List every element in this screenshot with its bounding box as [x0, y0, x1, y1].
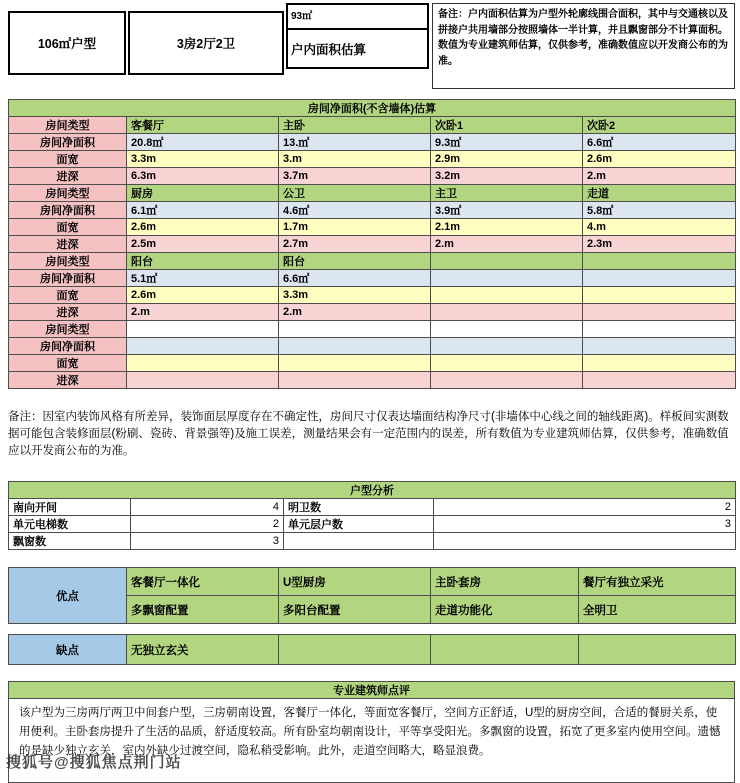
pro-cell: 餐厅有独立采光 [579, 568, 736, 596]
room-type-row [9, 253, 736, 270]
row-label: 面宽 [9, 219, 127, 236]
room-depth-row [9, 236, 736, 253]
depth-cell [431, 304, 583, 321]
table-title-row [9, 682, 735, 699]
room-cell [279, 321, 431, 338]
area-cell: 20.8㎡ [127, 134, 279, 151]
analysis-value: 3 [434, 516, 736, 533]
area-cell: 5.8㎡ [583, 202, 736, 219]
width-cell [431, 355, 583, 372]
room-width-row [9, 355, 736, 372]
width-cell: 2.9m [431, 151, 583, 168]
width-cell: 4.m [583, 219, 736, 236]
pro-cell: 全明卫 [579, 596, 736, 624]
area-cell [583, 338, 736, 355]
unit-type-box [8, 11, 126, 75]
width-cell: 2.6m [127, 219, 279, 236]
room-area-row [9, 202, 736, 219]
depth-cell: 3.2m [431, 168, 583, 185]
analysis-row [9, 533, 736, 550]
depth-cell [279, 372, 431, 389]
width-cell: 3.3m [127, 151, 279, 168]
room-type-row [9, 321, 736, 338]
width-cell: 2.6m [127, 287, 279, 304]
analysis-value: 4 [131, 499, 284, 516]
area-cell [431, 270, 583, 287]
room-cell [431, 253, 583, 270]
analysis-label: 南向开间 [9, 499, 131, 516]
area-cell [431, 338, 583, 355]
row-label: 房间净面积 [9, 338, 127, 355]
room-cell: 次卧2 [583, 117, 736, 134]
area-box [286, 3, 429, 69]
pro-cell: 多飘窗配置 [127, 596, 279, 624]
depth-cell [583, 304, 736, 321]
width-cell: 1.7m [279, 219, 431, 236]
row-label: 房间净面积 [9, 134, 127, 151]
con-cell [431, 635, 579, 665]
pro-cell: 多阳台配置 [279, 596, 431, 624]
pros-label: 优点 [9, 568, 127, 624]
review-title: 专业建筑师点评 [9, 682, 735, 699]
pros-table [8, 567, 736, 624]
area-cell [279, 338, 431, 355]
review-text: 该户型为三房两厅两卫中间套户型，三房朝南设置，客餐厅一体化，等面宽客餐厅，空间方正舒适，U型的厨房空间，合适的餐厨关系，使用便利。主卧套房提升了生活的品质，舒适度较高。所有卧室均朝南设计，平等享受阳光。多飘窗的设置，拓宽了更多室内使用空间。遗憾的是缺少独立玄关，室内外缺少过渡空间，隐私稍受影响。此外，走道空间略大，略显浪费。 [9, 699, 735, 783]
row-label: 进深 [9, 168, 127, 185]
analysis-value [434, 533, 736, 550]
row-label: 房间类型 [9, 321, 127, 338]
pro-cell: U型厨房 [279, 568, 431, 596]
room-depth-row [9, 372, 736, 389]
depth-cell: 2.m [431, 236, 583, 253]
room-area-row [9, 270, 736, 287]
depth-cell [583, 372, 736, 389]
analysis-value: 2 [131, 516, 284, 533]
row-label: 进深 [9, 372, 127, 389]
analysis-label [284, 533, 434, 550]
room-cell: 阳台 [127, 253, 279, 270]
pro-cell: 主卧套房 [431, 568, 579, 596]
table-title-row [9, 100, 736, 117]
row-label: 房间类型 [9, 117, 127, 134]
room-type-row [9, 117, 736, 134]
area-cell: 6.6㎡ [583, 134, 736, 151]
area-cell [583, 270, 736, 287]
area-title: 户内面积估算 [291, 42, 367, 57]
header-note: 备注：户内面积估算为户型外轮廓线围合面积，其中与交通核以及拼接户共用墙部分按照墙体一半计算，并且飘窗部分不计算面积。数值为专业建筑师估算，仅供参考，准确数值应以开发商公布的为准。 [432, 3, 735, 89]
row-label: 面宽 [9, 355, 127, 372]
area-cell: 6.6㎡ [279, 270, 431, 287]
depth-cell [431, 372, 583, 389]
room-layout-box [128, 11, 284, 75]
con-cell [279, 635, 431, 665]
area-cell: 13.㎡ [279, 134, 431, 151]
area-cell: 5.1㎡ [127, 270, 279, 287]
width-cell [127, 355, 279, 372]
width-cell: 2.1m [431, 219, 583, 236]
width-cell [583, 287, 736, 304]
room-cell: 阳台 [279, 253, 431, 270]
depth-cell: 2.m [127, 304, 279, 321]
analysis-label: 单元层户数 [284, 516, 434, 533]
room-width-row [9, 287, 736, 304]
room-type-row [9, 185, 736, 202]
width-cell [279, 355, 431, 372]
row-label: 房间类型 [9, 185, 127, 202]
room-depth-row [9, 168, 736, 185]
area-value: 93㎡ [288, 5, 427, 30]
cons-table [8, 634, 736, 665]
area-cell: 9.3㎡ [431, 134, 583, 151]
room-area-row [9, 338, 736, 355]
area-cell [127, 338, 279, 355]
unit-type-label: 106㎡户型 [37, 37, 97, 51]
depth-cell: 3.7m [279, 168, 431, 185]
header-row [8, 3, 735, 93]
analysis-title: 户型分析 [9, 482, 736, 499]
depth-cell: 2.3m [583, 236, 736, 253]
width-cell: 3.3m [279, 287, 431, 304]
depth-cell [127, 372, 279, 389]
room-depth-row [9, 304, 736, 321]
analysis-value: 2 [434, 499, 736, 516]
depth-cell: 2.m [279, 304, 431, 321]
measurement-note: 备注：因室内装饰风格有所差异，装饰面层厚度存在不确定性，房间尺寸仅表达墙面结构净尺寸(非墙体中心线之间的轴线距离)。样板间实测数据可能包含装修面层(粉刷、瓷砖、背景强等)及施工误差，测量结果会有一定范围内的误差，所有数值为专业建筑师估算，仅供参考，准确数值应以开发商公布的为准。 [8, 411, 729, 457]
area-cell: 4.6㎡ [279, 202, 431, 219]
row-label: 房间净面积 [9, 270, 127, 287]
room-width-row [9, 219, 736, 236]
con-cell: 无独立玄关 [127, 635, 279, 665]
room-table-title: 房间净面积(不含墙体)估算 [9, 100, 736, 117]
depth-cell: 2.m [583, 168, 736, 185]
analysis-row [9, 499, 736, 516]
room-area-table [8, 99, 736, 389]
room-cell: 厨房 [127, 185, 279, 202]
room-area-row [9, 134, 736, 151]
area-cell: 3.9㎡ [431, 202, 583, 219]
con-cell [579, 635, 736, 665]
analysis-row [9, 516, 736, 533]
row-label: 房间类型 [9, 253, 127, 270]
width-cell [583, 355, 736, 372]
room-cell [583, 253, 736, 270]
room-cell [583, 321, 736, 338]
row-label: 进深 [9, 304, 127, 321]
room-cell: 主卫 [431, 185, 583, 202]
room-cell: 主卧 [279, 117, 431, 134]
analysis-value: 3 [131, 533, 284, 550]
analysis-table [8, 481, 736, 550]
cons-label: 缺点 [9, 635, 127, 665]
room-cell: 客餐厅 [127, 117, 279, 134]
room-cell: 走道 [583, 185, 736, 202]
room-layout-label: 3房2厅2卫 [176, 37, 236, 51]
pros-row [9, 568, 736, 596]
depth-cell: 2.7m [279, 236, 431, 253]
analysis-label: 明卫数 [284, 499, 434, 516]
cons-row [9, 635, 736, 665]
room-cell: 次卧1 [431, 117, 583, 134]
analysis-label: 单元电梯数 [9, 516, 131, 533]
row-label: 面宽 [9, 151, 127, 168]
room-width-row [9, 151, 736, 168]
width-cell [431, 287, 583, 304]
watermark: 搜狐号@搜狐焦点荆门站 [6, 754, 182, 771]
room-cell: 公卫 [279, 185, 431, 202]
row-label: 面宽 [9, 287, 127, 304]
width-cell: 3.m [279, 151, 431, 168]
depth-cell: 6.3m [127, 168, 279, 185]
row-label: 进深 [9, 236, 127, 253]
table-title-row [9, 482, 736, 499]
pro-cell: 走道功能化 [431, 596, 579, 624]
depth-cell: 2.5m [127, 236, 279, 253]
analysis-label: 飘窗数 [9, 533, 131, 550]
room-cell [431, 321, 583, 338]
pro-cell: 客餐厅一体化 [127, 568, 279, 596]
room-cell [127, 321, 279, 338]
width-cell: 2.6m [583, 151, 736, 168]
area-cell: 6.1㎡ [127, 202, 279, 219]
row-label: 房间净面积 [9, 202, 127, 219]
